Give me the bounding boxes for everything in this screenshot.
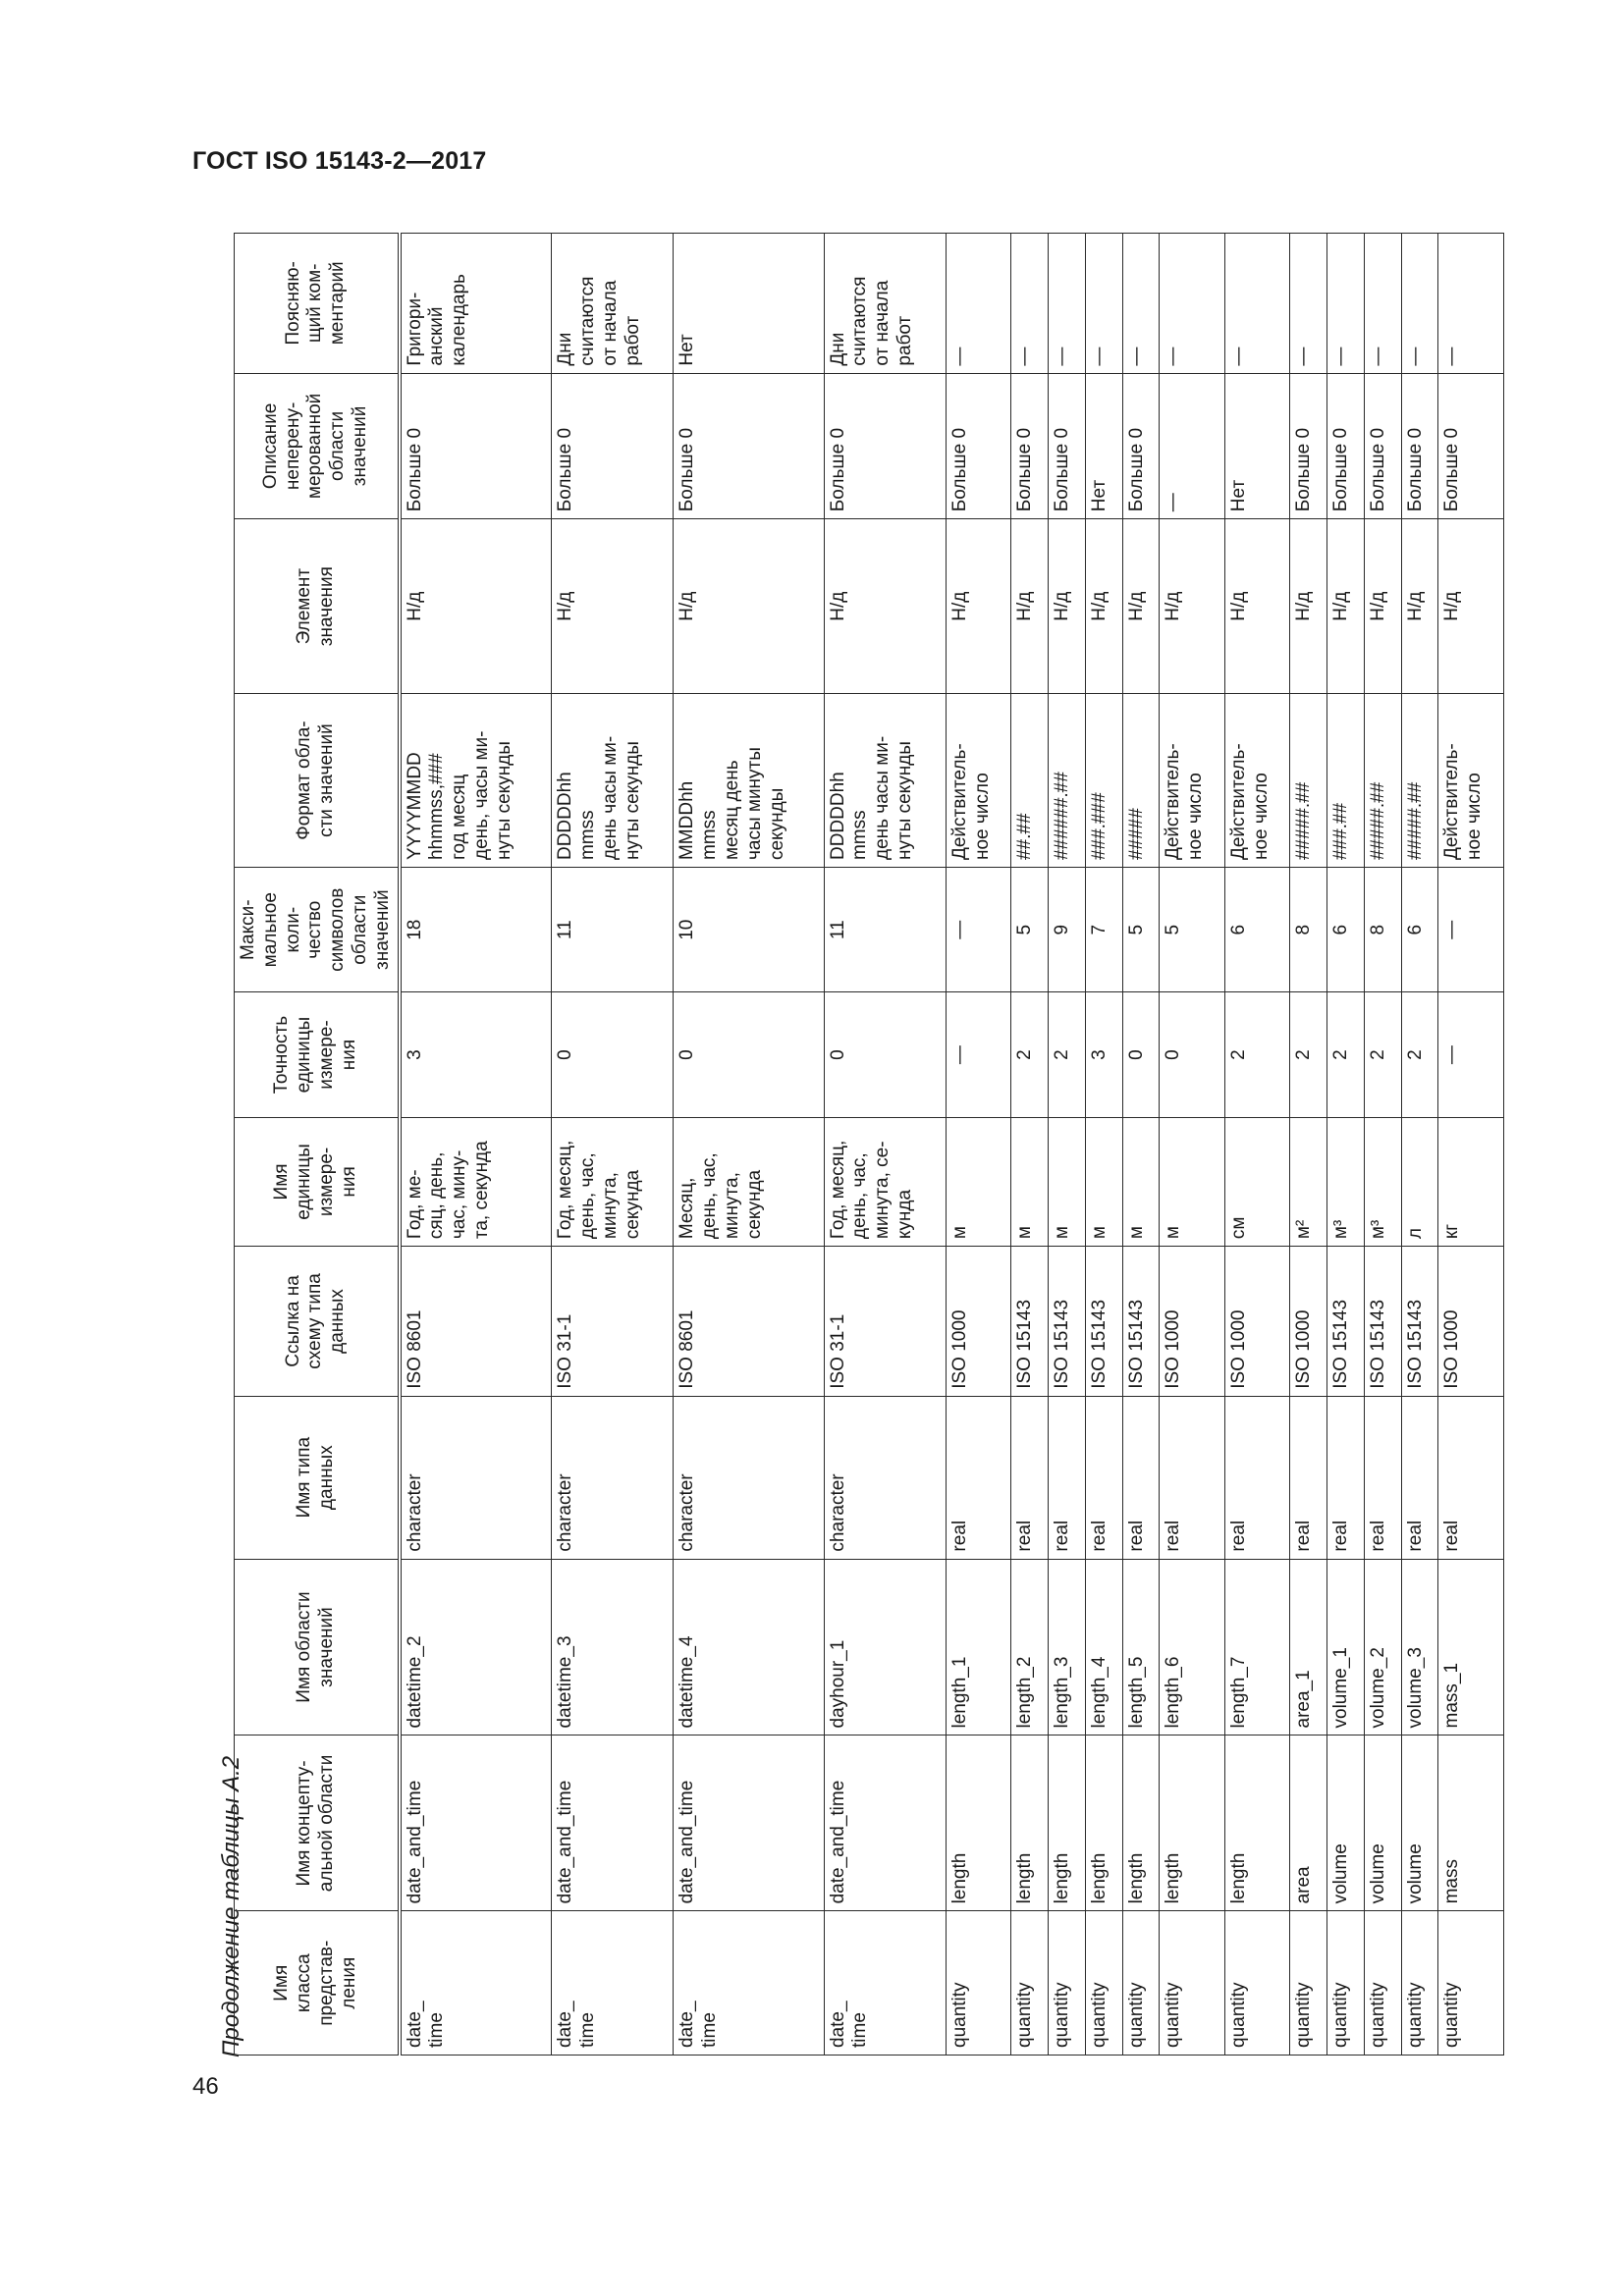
- cell-data-type-ref: ISO 8601: [400, 1247, 552, 1397]
- cell-max-chars: 6: [1224, 868, 1290, 992]
- cell-unit-precision: 2: [1401, 992, 1438, 1117]
- cell-max-chars: 10: [674, 868, 824, 992]
- column-header-unit-precision: [235, 992, 400, 1117]
- cell-unit-precision: 0: [552, 992, 674, 1117]
- cell-domain-description: Больше 0: [674, 373, 824, 519]
- cell-max-chars: 8: [1290, 868, 1327, 992]
- cell-comment: Дни считаются от начала работ: [552, 234, 674, 374]
- page-number: 46: [192, 2073, 219, 2100]
- table-row: [1160, 234, 1225, 2056]
- cell-value-format: ###.###: [1085, 694, 1122, 868]
- cell-comment: —: [1160, 234, 1225, 374]
- cell-unit-name: м³: [1327, 1117, 1365, 1246]
- cell-conceptual-domain: date_and_time: [552, 1735, 674, 1911]
- cell-data-type: real: [1011, 1396, 1049, 1559]
- cell-value-format: YYYYMMDD hhmmss,### год месяц день, часы ми- нуты секунды: [400, 694, 552, 868]
- cell-unit-precision: 0: [674, 992, 824, 1117]
- cell-domain-description: Больше 0: [400, 373, 552, 519]
- cell-domain-description: Больше 0: [946, 373, 1011, 519]
- cell-unit-name: Год, месяц, день, час, минута, секунда: [552, 1117, 674, 1246]
- cell-data-type-ref: ISO 15143: [1085, 1247, 1122, 1397]
- table-row: [552, 234, 674, 2056]
- column-header-data-type: [235, 1396, 400, 1559]
- cell-unit-name: м: [1049, 1117, 1086, 1246]
- cell-value-format: MMDDhh mmss месяц день часы минуты секунды: [674, 694, 824, 868]
- cell-value-domain: length_2: [1011, 1559, 1049, 1735]
- cell-domain-description: —: [1160, 373, 1225, 519]
- table-row: [1364, 234, 1401, 2056]
- cell-unit-name: м²: [1290, 1117, 1327, 1246]
- cell-value-element: Н/д: [824, 519, 946, 694]
- cell-comment: —: [1049, 234, 1086, 374]
- cell-value-domain: length_3: [1049, 1559, 1086, 1735]
- cell-unit-precision: 3: [400, 992, 552, 1117]
- column-header-label: Точность единицы измере- ния: [271, 1015, 359, 1095]
- cell-representation-class: quantity: [1085, 1911, 1122, 2056]
- cell-value-element: Н/д: [1438, 519, 1504, 694]
- cell-max-chars: 6: [1327, 868, 1365, 992]
- cell-data-type: real: [1049, 1396, 1086, 1559]
- cell-comment: —: [1290, 234, 1327, 374]
- column-header-value-element: [235, 519, 400, 694]
- cell-comment: —: [1438, 234, 1504, 374]
- cell-unit-precision: —: [946, 992, 1011, 1117]
- cell-unit-name: м: [946, 1117, 1011, 1246]
- cell-domain-description: Больше 0: [1122, 373, 1160, 519]
- cell-comment: —: [1011, 234, 1049, 374]
- cell-data-type: real: [1364, 1396, 1401, 1559]
- cell-unit-name: Год, ме- сяц, день, час, мину- та, секунда: [400, 1117, 552, 1246]
- table-row: [824, 234, 946, 2056]
- cell-unit-precision: 2: [1011, 992, 1049, 1117]
- table-caption: Продолжение таблицы А.2: [218, 1755, 244, 2057]
- table-row: [1224, 234, 1290, 2056]
- cell-value-format: Действитель- ное число: [1224, 694, 1290, 868]
- column-header-label: Имя концепту- альной области: [293, 1754, 337, 1893]
- column-header-label: Имя типа данных: [293, 1436, 337, 1519]
- cell-value-domain: datetime_2: [400, 1559, 552, 1735]
- cell-conceptual-domain: date_and_time: [400, 1735, 552, 1911]
- cell-data-type-ref: ISO 1000: [1224, 1247, 1290, 1397]
- cell-value-format: #####: [1122, 694, 1160, 868]
- cell-domain-description: Больше 0: [1327, 373, 1365, 519]
- cell-data-type-ref: ISO 15143: [1049, 1247, 1086, 1397]
- cell-unit-precision: 2: [1049, 992, 1086, 1117]
- cell-representation-class: quantity: [1011, 1911, 1049, 2056]
- cell-value-format: ##.##: [1011, 694, 1049, 868]
- table-row: [1401, 234, 1438, 2056]
- cell-representation-class: quantity: [946, 1911, 1011, 2056]
- cell-comment: Дни считаются от начала работ: [824, 234, 946, 374]
- column-header-label: Поясняю- щий ком- ментарий: [282, 261, 349, 346]
- cell-unit-precision: —: [1438, 992, 1504, 1117]
- cell-data-type: character: [552, 1396, 674, 1559]
- cell-value-element: Н/д: [1327, 519, 1365, 694]
- cell-value-domain: volume_3: [1401, 1559, 1438, 1735]
- cell-representation-class: quantity: [1290, 1911, 1327, 2056]
- cell-max-chars: 9: [1049, 868, 1086, 992]
- cell-max-chars: 5: [1122, 868, 1160, 992]
- data-table: [234, 233, 1504, 2056]
- column-header-data-type-ref: [235, 1247, 400, 1397]
- cell-data-type-ref: ISO 15143: [1401, 1247, 1438, 1397]
- cell-value-domain: area_1: [1290, 1559, 1327, 1735]
- cell-conceptual-domain: volume: [1327, 1735, 1365, 1911]
- cell-representation-class: date_ time: [552, 1911, 674, 2056]
- cell-value-domain: dayhour_1: [824, 1559, 946, 1735]
- cell-unit-name: см: [1224, 1117, 1290, 1246]
- column-header-unit-name: [235, 1117, 400, 1246]
- cell-representation-class: date_ time: [824, 1911, 946, 2056]
- cell-value-format: DDDDDhh mmss день часы ми- нуты секунды: [824, 694, 946, 868]
- column-header-value-format: [235, 694, 400, 868]
- cell-domain-description: Больше 0: [1438, 373, 1504, 519]
- cell-representation-class: date_ time: [674, 1911, 824, 2056]
- table-row: [674, 234, 824, 2056]
- document-header: ГОСТ ISO 15143-2—2017: [192, 147, 487, 175]
- cell-conceptual-domain: volume: [1401, 1735, 1438, 1911]
- cell-data-type: character: [400, 1396, 552, 1559]
- cell-conceptual-domain: length: [1160, 1735, 1225, 1911]
- cell-data-type: real: [1122, 1396, 1160, 1559]
- cell-max-chars: 11: [824, 868, 946, 992]
- cell-representation-class: quantity: [1160, 1911, 1225, 2056]
- cell-data-type-ref: ISO 15143: [1364, 1247, 1401, 1397]
- cell-max-chars: 11: [552, 868, 674, 992]
- cell-conceptual-domain: date_and_time: [674, 1735, 824, 1911]
- table-row: [1438, 234, 1504, 2056]
- table-row: [400, 234, 552, 2056]
- cell-value-format: Действитель- ное число: [1438, 694, 1504, 868]
- table-body: [400, 234, 1504, 2056]
- cell-value-element: Н/д: [1160, 519, 1225, 694]
- cell-representation-class: date_ time: [400, 1911, 552, 2056]
- cell-max-chars: —: [946, 868, 1011, 992]
- cell-value-element: Н/д: [674, 519, 824, 694]
- cell-data-type-ref: ISO 15143: [1327, 1247, 1365, 1397]
- cell-data-type: character: [674, 1396, 824, 1559]
- rotated-table-container: [234, 233, 1504, 2056]
- cell-unit-name: м: [1011, 1117, 1049, 1246]
- cell-unit-precision: 0: [1122, 992, 1160, 1117]
- cell-representation-class: quantity: [1224, 1911, 1290, 2056]
- cell-data-type-ref: ISO 1000: [1160, 1247, 1225, 1397]
- cell-domain-description: Нет: [1085, 373, 1122, 519]
- cell-unit-name: м³: [1364, 1117, 1401, 1246]
- cell-data-type: real: [1401, 1396, 1438, 1559]
- cell-domain-description: Больше 0: [1401, 373, 1438, 519]
- cell-conceptual-domain: mass: [1438, 1735, 1504, 1911]
- cell-unit-name: м: [1085, 1117, 1122, 1246]
- cell-unit-precision: 2: [1327, 992, 1365, 1117]
- cell-value-format: #####.##: [1401, 694, 1438, 868]
- cell-data-type-ref: ISO 1000: [946, 1247, 1011, 1397]
- cell-unit-precision: 0: [1160, 992, 1225, 1117]
- cell-value-format: ######.##: [1049, 694, 1086, 868]
- cell-value-domain: length_1: [946, 1559, 1011, 1735]
- column-header-label: Формат обла- сти значений: [293, 721, 337, 840]
- cell-domain-description: Больше 0: [1011, 373, 1049, 519]
- cell-value-format: #####.##: [1290, 694, 1327, 868]
- cell-value-domain: length_7: [1224, 1559, 1290, 1735]
- cell-value-element: Н/д: [1085, 519, 1122, 694]
- cell-value-domain: volume_1: [1327, 1559, 1365, 1735]
- column-header-label: Имя области значений: [293, 1591, 337, 1703]
- cell-value-domain: mass_1: [1438, 1559, 1504, 1735]
- cell-max-chars: 5: [1011, 868, 1049, 992]
- cell-max-chars: 18: [400, 868, 552, 992]
- cell-comment: —: [1401, 234, 1438, 374]
- cell-value-element: Н/д: [1364, 519, 1401, 694]
- cell-value-domain: datetime_3: [552, 1559, 674, 1735]
- table-row: [1327, 234, 1365, 2056]
- cell-unit-name: л: [1401, 1117, 1438, 1246]
- cell-data-type-ref: ISO 15143: [1122, 1247, 1160, 1397]
- cell-data-type-ref: ISO 31-1: [552, 1247, 674, 1397]
- cell-representation-class: quantity: [1401, 1911, 1438, 2056]
- cell-domain-description: Больше 0: [1290, 373, 1327, 519]
- cell-value-element: Н/д: [1224, 519, 1290, 694]
- cell-value-domain: length_4: [1085, 1559, 1122, 1735]
- column-header-label: Описание неперену- мерованной области значений: [259, 393, 370, 500]
- table-row: [1049, 234, 1086, 2056]
- cell-conceptual-domain: volume: [1364, 1735, 1401, 1911]
- cell-value-element: Н/д: [1122, 519, 1160, 694]
- column-header-max-chars: [235, 868, 400, 992]
- cell-domain-description: Больше 0: [552, 373, 674, 519]
- cell-value-format: Действитель- ное число: [1160, 694, 1225, 868]
- cell-unit-precision: 2: [1290, 992, 1327, 1117]
- cell-comment: —: [1122, 234, 1160, 374]
- cell-value-element: Н/д: [946, 519, 1011, 694]
- cell-max-chars: 6: [1401, 868, 1438, 992]
- table-row: [1085, 234, 1122, 2056]
- cell-unit-name: м: [1122, 1117, 1160, 1246]
- cell-value-element: Н/д: [552, 519, 674, 694]
- cell-comment: —: [946, 234, 1011, 374]
- cell-value-element: Н/д: [1049, 519, 1086, 694]
- cell-domain-description: Больше 0: [1049, 373, 1086, 519]
- table-row: [1011, 234, 1049, 2056]
- cell-comment: —: [1364, 234, 1401, 374]
- cell-value-format: ###.##: [1327, 694, 1365, 868]
- cell-conceptual-domain: date_and_time: [824, 1735, 946, 1911]
- cell-conceptual-domain: length: [1049, 1735, 1086, 1911]
- column-header-label: Макси- мальное коли- чество символов области значений: [238, 887, 393, 972]
- cell-unit-name: Месяц, день, час, минута, секунда: [674, 1117, 824, 1246]
- column-header-comment: [235, 234, 400, 374]
- cell-value-element: Н/д: [1011, 519, 1049, 694]
- cell-unit-name: кг: [1438, 1117, 1504, 1246]
- cell-unit-precision: 0: [824, 992, 946, 1117]
- cell-value-format: DDDDDhh mmss день часы ми- нуты секунды: [552, 694, 674, 868]
- cell-comment: —: [1224, 234, 1290, 374]
- cell-domain-description: Нет: [1224, 373, 1290, 519]
- cell-representation-class: quantity: [1364, 1911, 1401, 2056]
- cell-value-element: Н/д: [1401, 519, 1438, 694]
- cell-value-element: Н/д: [400, 519, 552, 694]
- cell-value-domain: length_5: [1122, 1559, 1160, 1735]
- cell-conceptual-domain: length: [946, 1735, 1011, 1911]
- cell-conceptual-domain: length: [1011, 1735, 1049, 1911]
- cell-value-element: Н/д: [1290, 519, 1327, 694]
- cell-comment: —: [1085, 234, 1122, 374]
- column-header-label: Имя класса представ- ления: [271, 1940, 359, 2026]
- table-header-row: [235, 234, 400, 2056]
- cell-data-type: real: [1160, 1396, 1225, 1559]
- cell-data-type-ref: ISO 8601: [674, 1247, 824, 1397]
- cell-data-type-ref: ISO 1000: [1438, 1247, 1504, 1397]
- cell-max-chars: 8: [1364, 868, 1401, 992]
- cell-data-type-ref: ISO 1000: [1290, 1247, 1327, 1397]
- cell-domain-description: Больше 0: [824, 373, 946, 519]
- cell-data-type: real: [1224, 1396, 1290, 1559]
- cell-unit-name: м: [1160, 1117, 1225, 1246]
- table-row: [1122, 234, 1160, 2056]
- cell-max-chars: 5: [1160, 868, 1225, 992]
- cell-max-chars: —: [1438, 868, 1504, 992]
- cell-conceptual-domain: area: [1290, 1735, 1327, 1911]
- column-header-value-domain: [235, 1559, 400, 1735]
- cell-data-type: character: [824, 1396, 946, 1559]
- cell-data-type: real: [1085, 1396, 1122, 1559]
- cell-data-type-ref: ISO 15143: [1011, 1247, 1049, 1397]
- cell-data-type-ref: ISO 31-1: [824, 1247, 946, 1397]
- cell-value-domain: length_6: [1160, 1559, 1225, 1735]
- cell-value-domain: datetime_4: [674, 1559, 824, 1735]
- column-header-conceptual-domain: [235, 1735, 400, 1911]
- cell-conceptual-domain: length: [1085, 1735, 1122, 1911]
- cell-data-type: real: [1438, 1396, 1504, 1559]
- cell-value-format: Действитель- ное число: [946, 694, 1011, 868]
- column-header-label: Ссылка на схему типа данных: [282, 1273, 349, 1369]
- cell-conceptual-domain: length: [1122, 1735, 1160, 1911]
- cell-representation-class: quantity: [1049, 1911, 1086, 2056]
- cell-representation-class: quantity: [1122, 1911, 1160, 2056]
- cell-data-type: real: [946, 1396, 1011, 1559]
- column-header-label: Элемент значения: [293, 566, 337, 647]
- cell-domain-description: Больше 0: [1364, 373, 1401, 519]
- cell-unit-precision: 2: [1224, 992, 1290, 1117]
- cell-representation-class: quantity: [1438, 1911, 1504, 2056]
- table-row: [946, 234, 1011, 2056]
- cell-data-type: real: [1327, 1396, 1365, 1559]
- cell-data-type: real: [1290, 1396, 1327, 1559]
- cell-comment: Григори- анский календарь: [400, 234, 552, 374]
- cell-unit-precision: 2: [1364, 992, 1401, 1117]
- table-row: [1290, 234, 1327, 2056]
- cell-value-format: #####.##: [1364, 694, 1401, 868]
- cell-unit-name: Год, месяц, день, час, минута, се- кунда: [824, 1117, 946, 1246]
- cell-value-domain: volume_2: [1364, 1559, 1401, 1735]
- cell-conceptual-domain: length: [1224, 1735, 1290, 1911]
- cell-unit-precision: 3: [1085, 992, 1122, 1117]
- cell-representation-class: quantity: [1327, 1911, 1365, 2056]
- column-header-domain-description: [235, 373, 400, 519]
- cell-comment: —: [1327, 234, 1365, 374]
- column-header-label: Имя единицы измере- ния: [271, 1144, 359, 1220]
- column-header-representation-class: [235, 1911, 400, 2056]
- cell-comment: Нет: [674, 234, 824, 374]
- cell-max-chars: 7: [1085, 868, 1122, 992]
